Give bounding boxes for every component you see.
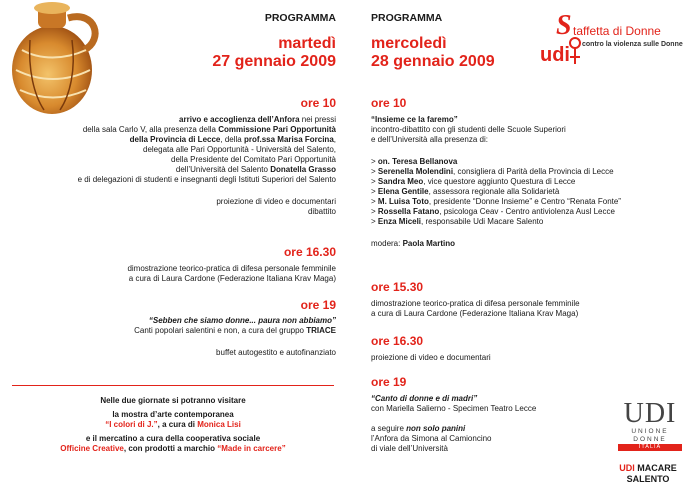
guest-name: Serenella Molendini [377,167,454,176]
staffetta-udi: udi [540,44,570,66]
left-session1 [0,96,336,217]
guest-name: Enza Miceli [377,217,422,226]
guest-name: Sandra Meo [377,177,424,186]
left-footer-l3c: Monica Lisi [197,420,241,429]
list-item: > Sandra Meo, vice questore aggiunto Questura di Lecce [371,177,576,186]
udi-logo [618,400,682,460]
left-s1-title-suffix: nei pressi [299,115,336,124]
guest-role: , vice questore aggiunto Questura di Lecce [423,177,576,186]
right-s1-l2: incontro-dibattito con gli studenti delle Scuole Superiori [371,125,566,134]
right-day: mercoledì [371,35,447,52]
right-session2 [371,280,691,319]
udi-caption-macare: MACARE [634,463,677,473]
right-s4-l3b: non solo panini [406,424,466,433]
right-programma: PROGRAMMA [371,12,443,24]
left-s3-quote: “Sebben che siamo donne... paura non abbiamo” [148,316,336,325]
guest-name: Rossella Fatano [377,207,440,216]
left-footer-l4: e il mercatino a cura della cooperativa sociale [85,434,261,443]
udi-caption-udi: UDI [619,463,635,473]
left-s1-l5: della Presidente del Comitato Pari Opportunità [171,155,336,164]
left-footer [12,396,334,454]
list-item: > Serenella Molendini, consigliera di Parità della Provincia di Lecce [371,167,614,176]
left-footer-l2: la mostra d’arte contemporanea [112,410,234,419]
left-s3-l2b: TRIACE [306,326,336,335]
left-s1-l2a: della sala Carlo V, alla presenza della [82,125,219,134]
left-session2-time: ore 16.30 [283,245,336,259]
right-session4 [371,375,611,454]
moderator-label: modera: [371,239,403,248]
right-session3-time: ore 16.30 [371,334,424,348]
udi-logo-line1: UNIONE [631,428,669,435]
list-item: > Elena Gentile, assessora regionale alla Solidarietà [371,187,560,196]
left-footer-l3b: , a cura di [157,420,198,429]
left-s1-l7: e di delegazioni di studenti e insegnanti degli Istituti Superiori del Salento [77,175,336,184]
guest-name: M. Luisa Toto [377,197,429,206]
left-session3-time: ore 19 [300,298,336,312]
staffetta-logo [540,10,690,74]
guest-role: , assessora regionale alla Solidarietà [428,187,560,196]
left-footer-l3a: “I colori di J.” [105,420,158,429]
guest-role: , responsabile Udi Macare Salento [421,217,544,226]
right-session1 [371,96,691,249]
list-item: > M. Luisa Toto, presidente “Donne Insieme” e Centro “Renata Fonte” [371,197,621,206]
udi-logo-line3: ITALIA [618,444,682,451]
guest-name: on. Teresa Bellanova [377,157,458,166]
left-footer-l5b: , con prodotti a marchio [123,444,218,453]
staffetta-subtitle: contro la violenza sulle Donne [582,41,683,48]
left-s2-l2: a cura di Laura Cardone (Federazione Italiana Krav Maga) [128,274,336,283]
left-s1-title: arrivo e accoglienza dell’Anfora [179,115,300,124]
left-footer-l1: Nelle due giornate si potranno visitare [100,396,246,405]
left-s1-l6a: dell’Università del Salento [175,165,271,174]
left-footer-l5a: Officine Creative [60,444,124,453]
right-s1-l3: e dell’Università alla presenza di: [371,135,488,144]
udi-caption-salento: SALENTO [626,474,670,484]
left-s1-l3b: , della [220,135,244,144]
right-s4-l5: di viale dell’Università [371,444,448,453]
udi-logo-letters: UDI [623,398,677,429]
left-s1-l3d: , [333,135,336,144]
right-date: 28 gennaio 2009 [371,53,495,70]
right-session4-time: ore 19 [371,375,407,389]
list-item: > Enza Miceli, responsabile Udi Macare Salento [371,217,544,226]
guest-list [371,157,691,227]
left-programma: PROGRAMMA [264,12,336,24]
right-s1-title: “Insieme ce la faremo” [371,115,458,124]
guest-role: , consigliera di Parità della Provincia di Lecce [453,167,614,176]
left-session3 [0,298,336,358]
right-s4-l3a: a seguire [371,424,407,433]
left-s3-l3: buffet autogestito e autofinanziato [216,348,336,357]
udi-logo-line2: DONNE [633,436,667,443]
left-s3-l2a: Canti popolari salentini e non, a cura del gruppo [134,326,307,335]
left-footer-l5c: “Made in carcere” [217,444,286,453]
right-s4-l2: con Mariella Salierno - Specimen Teatro Lecce [371,404,537,413]
right-session2-time: ore 15.30 [371,280,424,294]
female-symbol-icon [568,36,582,66]
left-day: martedì [278,35,336,52]
staffetta-title: taffetta di Donne [573,24,661,38]
left-s1-l9: dibattito [307,207,336,216]
left-s1-l6b: Donatella Grasso [270,165,336,174]
left-s1-l3a: della Provincia di Lecce [129,135,221,144]
list-item: > Rossella Fatano, psicologa Ceav - Centro antiviolenza Ausl Lecce [371,207,615,216]
right-s2-l1: dimostrazione teorico-pratica di difesa personale femminile [371,299,580,308]
left-session2 [0,245,336,284]
staffetta-s: S [556,10,572,41]
right-s3-l1: proiezione di video e documentari [371,353,491,362]
guest-role: , psicologa Ceav - Centro antiviolenza Ausl Lecce [439,207,615,216]
guest-role: , presidente “Donne Insieme” e Centro “Renata Fonte” [428,197,621,206]
left-s1-l3c: prof.ssa Marisa Forcina [243,135,334,144]
list-item: > on. Teresa Bellanova [371,157,458,166]
moderator-name: Paola Martino [402,239,456,248]
right-s4-quote: “Canto di donne e di madri” [371,394,478,403]
left-session1-time: ore 10 [300,96,336,110]
right-session1-time: ore 10 [371,96,407,110]
right-s2-l2: a cura di Laura Cardone (Federazione Italiana Krav Maga) [371,309,579,318]
udi-caption [602,463,694,485]
left-date: 27 gennaio 2009 [212,53,336,70]
guest-name: Elena Gentile [377,187,429,196]
left-divider [12,385,334,386]
left-s1-l2b: Commissione Pari Opportunità [218,125,336,134]
left-s1-l4: delegata alle Pari Opportunità - Università del Salento, [143,145,336,154]
right-session3 [371,334,691,363]
left-s1-l8: proiezione di video e documentari [216,197,336,206]
right-s4-l4: l’Anfora da Simona al Camioncino [371,434,492,443]
left-s2-l1: dimostrazione teorico-pratica di difesa personale femminile [127,264,336,273]
